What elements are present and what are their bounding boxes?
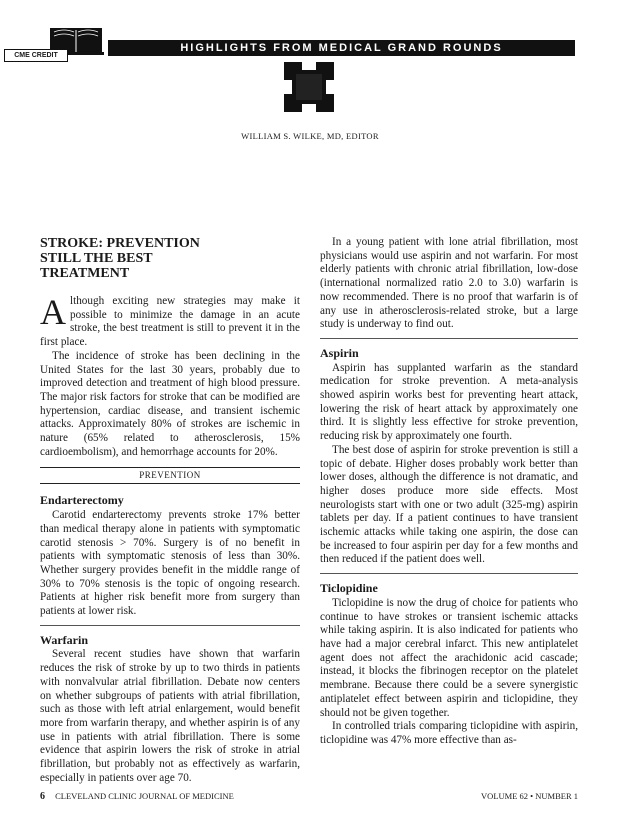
banner-title: HIGHLIGHTS FROM MEDICAL GRAND ROUNDS xyxy=(108,40,575,56)
issue-info: VOLUME 62 • NUMBER 1 xyxy=(481,791,578,801)
cme-credit-label: CME CREDIT xyxy=(4,49,68,62)
divider xyxy=(320,573,578,574)
subhead-warfarin: Warfarin xyxy=(40,632,88,647)
footer-left xyxy=(40,791,234,802)
ticlopidine-paragraph-1: Ticlopidine is now the drug of choice for patients who continue to have strokes or transient ischemic attacks while taking aspirin. It is also indicated for patients who have had a major cerebral infarct. This new antiplatelet agent does not affect the arachidonic acid cascade; instead, it blocks the fibrinogen receptor on the platelet membrane. Because there could be a severe synergistic antiplatelet effect between aspirin and ticlopidine, they should not be given together. xyxy=(320,596,578,719)
section-heading-prevention: PREVENTION xyxy=(40,467,300,484)
warfarin-paragraph-2: In a young patient with lone atrial fibrillation, most physicians would use aspirin and not warfarin. For most elderly patients with chronic atrial fibrillation, low-dose (international normalized ratio 2.0 to 3.0) warfarin is now recommended. There is no proof that warfarin is of any use in atherosclerosis-related stroke, but a large study is underway to find out. xyxy=(320,236,578,331)
subhead-endarterectomy: Endarterectomy xyxy=(40,493,124,508)
ticlopidine-paragraph-2: In controlled trials comparing ticlopidine with aspirin, ticlopidine was 47% more effective than as- xyxy=(320,720,578,746)
warfarin-paragraph-1: Several recent studies have shown that warfarin reduces the risk of stroke by up to two thirds in patients with nonvalvular atrial fibrillation. Debate now centers on whether subgroups of patients with atrial fibrillation, such as those with left atrial enlargement, would benefit more from warfarin therapy, and whether aspirin is of any use in patients with atrial fibrillation. There is some evidence that aspirin lowers the risk of stroke in atrial fibrillation, but probably not as effectively as warfarin, especially in patients over age 70. xyxy=(40,648,300,784)
subhead-ticlopidine: Ticlopidine xyxy=(320,581,378,596)
drop-cap: A xyxy=(40,292,66,332)
divider xyxy=(40,625,300,626)
article-column-left xyxy=(40,236,300,786)
subhead-aspirin: Aspirin xyxy=(320,345,359,360)
intro-paragraph: Although exciting new strategies may make it possible to minimize the damage in an acute stroke, the best treatment is still to prevent it in the first place. xyxy=(40,292,300,349)
section-banner xyxy=(40,38,575,60)
journal-name: CLEVELAND CLINIC JOURNAL OF MEDICINE xyxy=(55,791,234,801)
aspirin-paragraph-1: Aspirin has supplanted warfarin as the standard medication for stroke prevention. A meta-analysis showed aspirin works best for preventing heart attack, lowering the risk of heart attack by approximately one third. It is slightly less effective for stroke prevention, reducing risk by approximately one fourth. xyxy=(320,361,578,443)
grand-rounds-logo-icon xyxy=(284,62,334,112)
editor-credit: WILLIAM S. WILKE, MD, EDITOR xyxy=(241,131,379,141)
aspirin-paragraph-2: The best dose of aspirin for stroke prevention is still a topic of debate. Higher doses probably work better than lower doses, although the difference is not dramatic, and higher doses produce more side effects. Most neurologists start with one or two adult (325-mg) aspirin tablets per day. If a patient continues to have transient ischemic attacks while taking one aspirin, the dose can be increased to four aspirin per day for a few months and then reduced if the patient does well. xyxy=(320,443,578,566)
divider xyxy=(320,338,578,339)
article-column-right xyxy=(320,236,578,748)
endarterectomy-paragraph: Carotid endarterectomy prevents stroke 17% better than medical therapy alone in patients with symptomatic carotid stenosis > 70%. Surgery is of no benefit in patients with symptomatic stenosis of less than 30%. Whether surgery provides benefit in the middle range of 30% to 70% stenosis is the topic of ongoing research. Patients at higher risk benefit more from surgery than patients at lower risk. xyxy=(40,509,300,618)
article-title: STROKE: PREVENTION STILL THE BEST TREATMENT xyxy=(40,236,200,281)
intro-paragraph-2: The incidence of stroke has been declining in the United States for the last 30 years, probably due to improved detection and treatment of high blood pressure. The major risk factors for stroke that can be modified are hypertension, cardiac disease, and transient ischemic attacks. Approximately 80% of strokes are ischemic in nature (65% related to atherosclerosis, 15% cardioembolism), and hemorrhage accounts for 20%. xyxy=(40,349,300,458)
page-number: 6 xyxy=(40,791,45,802)
